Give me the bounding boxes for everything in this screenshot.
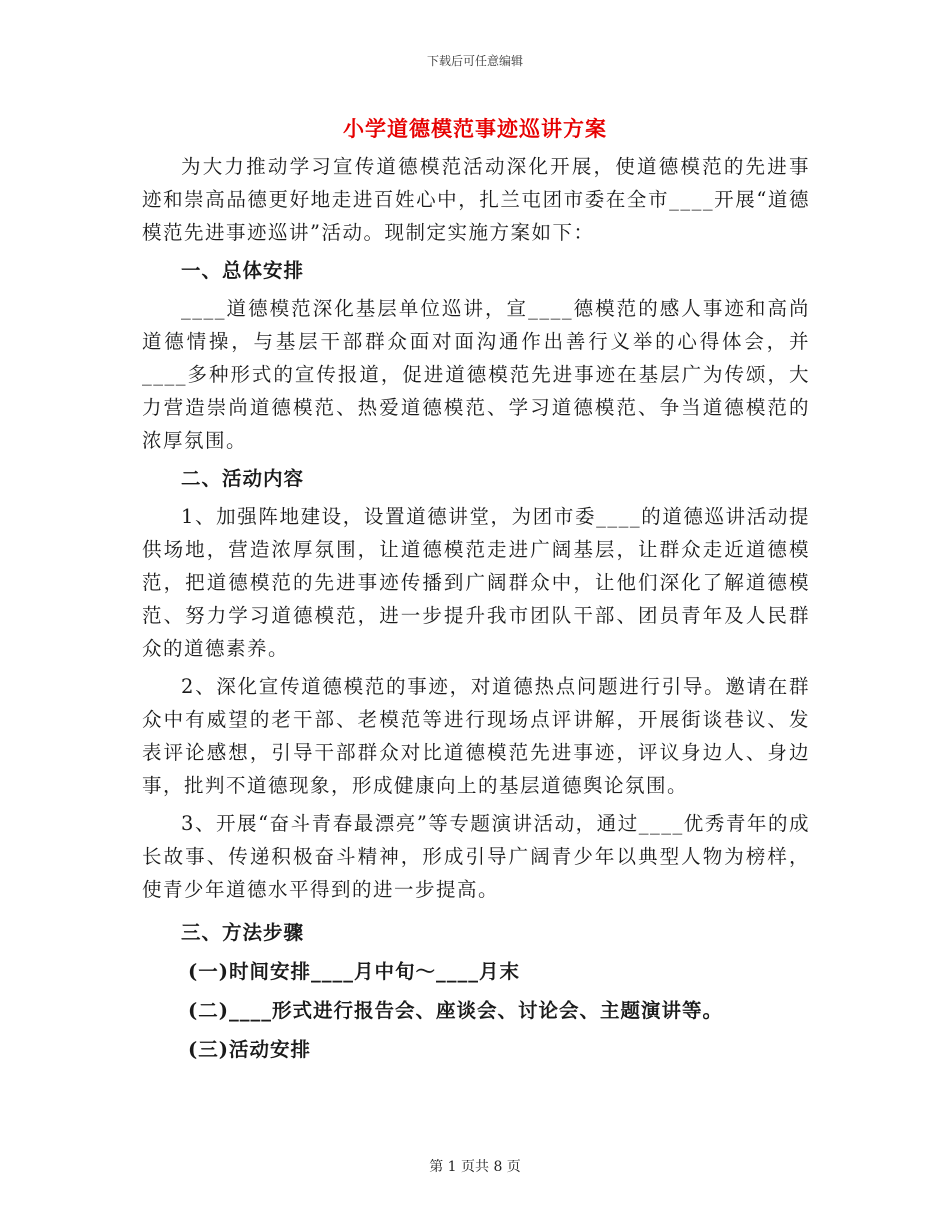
step-1: (一)时间安排____月中旬～____月末	[188, 960, 520, 983]
section2-heading: 二、活动内容	[181, 467, 305, 490]
intro-paragraph: 为大力推动学习宣传道德模范活动深化开展，使道德模范的先进事迹和崇高品德更好地走进百姓心中，扎兰屯团市委在全市____开展“道德模范先进事迹巡讲”活动。现制定实施方案如下：	[142, 155, 810, 244]
section1-heading: 一、总体安排	[181, 259, 305, 282]
document-body	[142, 150, 810, 1066]
section1-paragraph: ____道德模范深化基层单位巡讲，宣____德模范的感人事迹和高尚道德情操，与基层干部群众面对面沟通作出善行义举的心得体会，并____多种形式的宣传报道，促进道德模范先进事迹在基层广为传颂，大力营造崇尚道德模范、热爱道德模范、学习道德模范、争当道德模范的浓厚氛围。	[142, 297, 810, 452]
section3-heading: 三、方法步骤	[181, 921, 305, 944]
step-3: (三)活动安排	[188, 1038, 311, 1061]
content-item-3: 3、开展“奋斗青春最漂亮”等专题演讲活动，通过____优秀青年的成长故事、传递积极奋斗精神，形成引导广阔青少年以典型人物为榜样，使青少年道德水平得到的进一步提高。	[142, 812, 810, 901]
content-item-1: 1、加强阵地建设，设置道德讲堂，为团市委____的道德巡讲活动提供场地，营造浓厚氛围，让道德模范走进广阔基层，让群众走近道德模范，把道德模范的先进事迹传播到广阔群众中，让他们深化了解道德模范、努力学习道德模范，进一步提升我市团队干部、团员青年及人民群众的道德素养。	[142, 505, 810, 660]
page-header-note: 下载后可任意编辑	[426, 54, 523, 68]
document-title: 小学道德模范事迹巡讲方案	[343, 116, 607, 141]
content-item-2: 2、深化宣传道德模范的事迹，对道德热点问题进行引导。邀请在群众中有威望的老干部、老模范等进行现场点评讲解，开展街谈巷议、发表评论感想，引导干部群众对比道德模范先进事迹，评议身边人、身边事，批判不道德现象，形成健康向上的基层道德舆论氛围。	[142, 675, 810, 797]
step-2: (二)____形式进行报告会、座谈会、讨论会、主题演讲等。	[188, 999, 723, 1022]
page-number: 第 1 页共 8 页	[429, 1159, 521, 1175]
